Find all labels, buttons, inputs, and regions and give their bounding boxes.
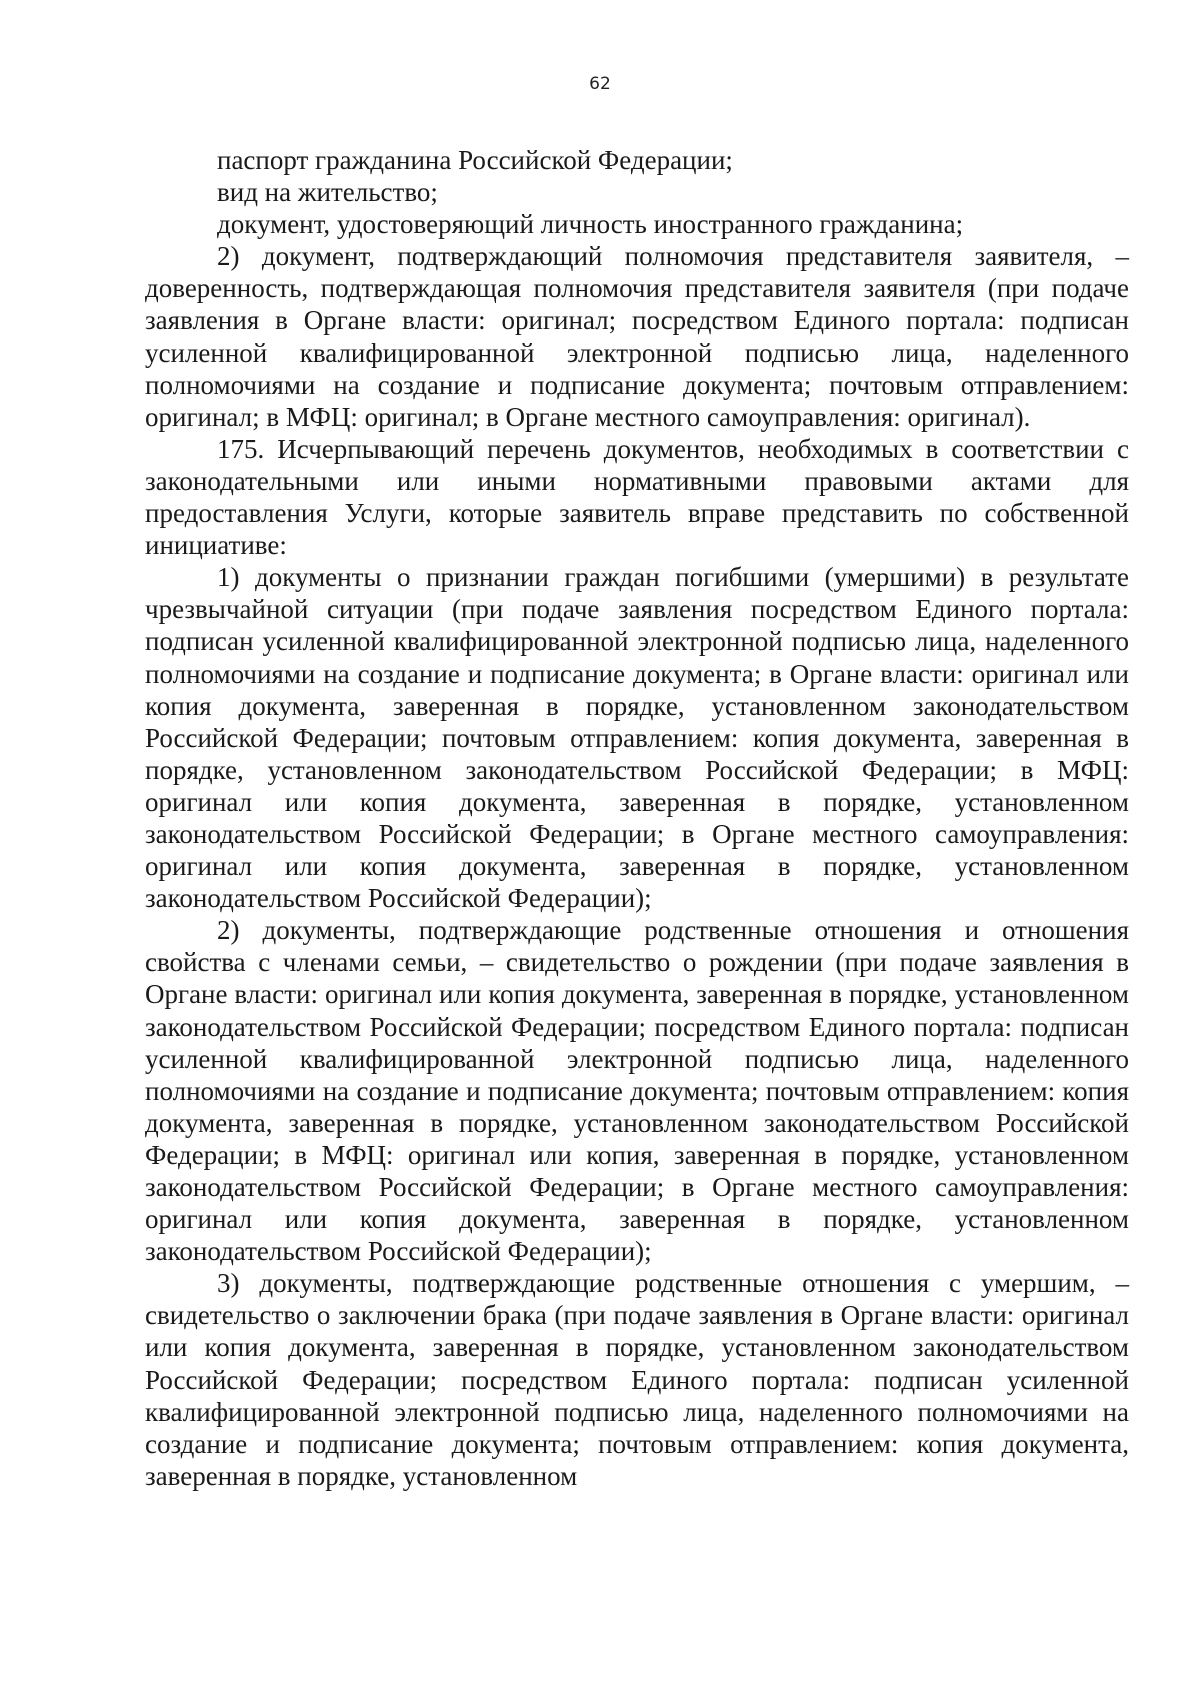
document-body: [145, 144, 1129, 1492]
paragraph-item-3-marriage-certificate: 3) документы, подтверждающие родственные отношения с умершим, – свидетельство о заключении брака (при подаче заявления в Органе власти: оригинал или копия документа, заверенная в порядке, установленном законодательством Российской Федерации; посредством Единого портала: подписан усиленной квалифицированной электронной подписью лица, наделенного полномочиями на создание и подписание документа; почтовым отправлением: копия документа, заверенная в порядке, установленном: [145, 1268, 1129, 1491]
paragraph-representative-document: 2) документ, подтверждающий полномочия представителя заявителя, – доверенность, подтверждающая полномочия представителя заявителя (при подаче заявления в Органе власти: оригинал; посредством Единого портала: подписан усиленной квалифицированной электронной подписью лица, наделенного полномочиями на создание и подписание документа; почтовым отправлением: оригинал; в МФЦ: оригинал; в Органе местного самоуправления: оригинал).: [145, 241, 1129, 432]
paragraph-passport: паспорт гражданина Российской Федерации;: [217, 145, 733, 175]
page-number: 62: [589, 74, 611, 94]
paragraph-item-1-death-recognition: 1) документы о признании граждан погибшими (умершими) в результате чрезвычайной ситуации (при подаче заявления посредством Единого портала: подписан усиленной квалифицированной электронной подписью лица, наделенного полномочиями на создание и подписание документа; в Органе власти: оригинал или копия документа, заверенная в порядке, установленном законодательством Российской Федерации; почтовым отправлением: копия документа, заверенная в порядке, установленном законодательством Российской Федерации; в МФЦ: оригинал или копия документа, заверенная в порядке, установленном законодательством Российской Федерации; в Органе местного самоуправления: оригинал или копия документа, заверенная в порядке, установленном законодательством Российской Федерации);: [145, 562, 1129, 914]
paragraph-item-2-birth-certificate: 2) документы, подтверждающие родственные отношения и отношения свойства с членами семьи, – свидетельство о рождении (при подаче заявления в Органе власти: оригинал или копия документа, заверенная в порядке, установленном законодательством Российской Федерации; посредством Единого портала: подписан усиленной квалифицированной электронной подписью лица, наделенного полномочиями на создание и подписание документа; почтовым отправлением: копия документа, заверенная в порядке, установленном законодательством Российской Федерации; в МФЦ: оригинал или копия, заверенная в порядке, установленном законодательством Российской Федерации; в Органе местного самоуправления: оригинал или копия документа, заверенная в порядке, установленном законодательством Российской Федерации);: [145, 915, 1129, 1267]
paragraph-foreign-id: документ, удостоверяющий личность иностранного гражданина;: [217, 209, 964, 240]
paragraph-section-175: 175. Исчерпывающий перечень документов, необходимых в соответствии с законодательными или иными нормативными правовыми актами для предоставления Услуги, которые заявитель вправе представить по собственной инициативе:: [145, 433, 1129, 561]
paragraph-residence-permit: вид на жительство;: [217, 177, 438, 208]
